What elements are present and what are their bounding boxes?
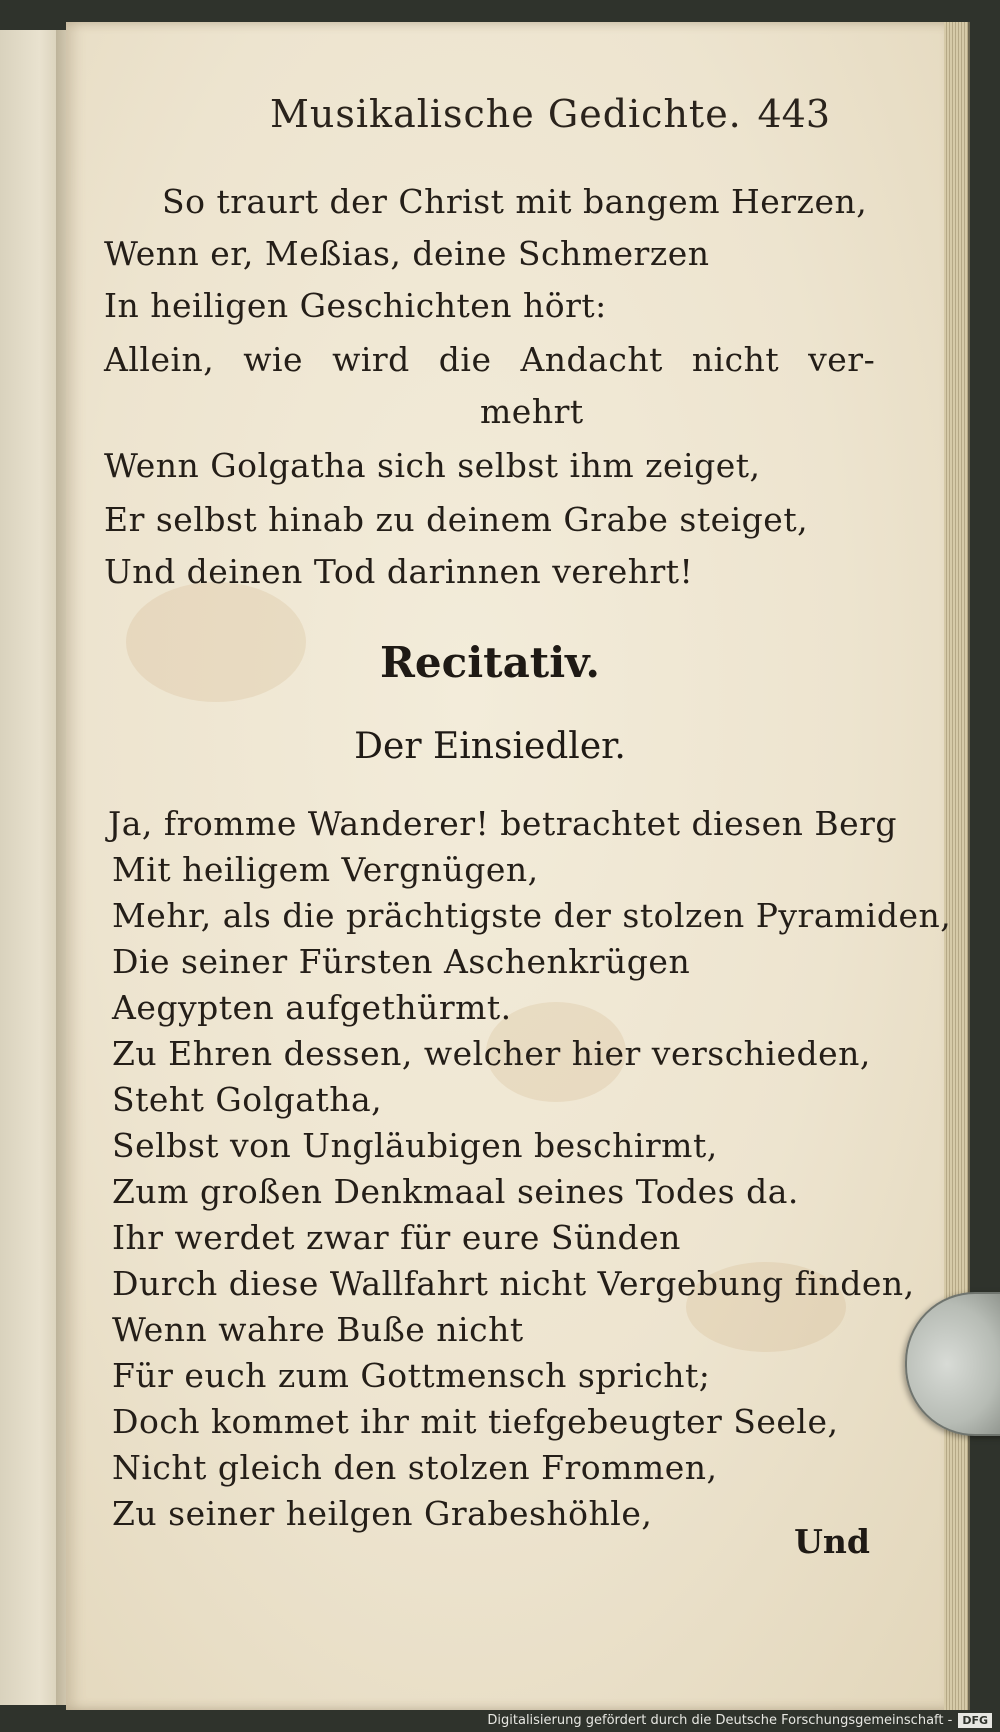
verse-line: Zum großen Denkmaal seines Todes da. — [112, 1172, 799, 1211]
footer-text: Digitalisierung gefördert durch die Deutsche Forschungsgemeinschaft - — [487, 1713, 953, 1728]
verse-line: Wenn Golgatha sich selbst ihm zeiget, — [104, 446, 761, 485]
catchword: Und — [794, 1522, 870, 1561]
verse-line: Nicht gleich den stolzen Frommen, — [112, 1448, 718, 1487]
verse-line: So traurt der Christ mit bangem Herzen, — [162, 182, 868, 221]
verse-line: Er selbst hinab zu deinem Grabe steiget, — [104, 500, 809, 539]
verse-line: Mit heiligem Vergnügen, — [112, 850, 539, 889]
digitization-footer — [487, 1713, 992, 1728]
page-header — [270, 92, 830, 146]
verse-line: Selbst von Ungläubigen beschirmt, — [112, 1126, 718, 1165]
verse-line: Allein, wie wird die Andacht nicht ver- — [104, 340, 876, 379]
verse-line: Wenn er, Meßias, deine Schmerzen — [104, 234, 710, 273]
page-number: 443 — [757, 92, 830, 136]
verse-line: Ja, fromme Wanderer! betrachtet diesen Berg — [108, 804, 898, 843]
dfg-logo-icon: DFG — [958, 1713, 992, 1728]
page-edges — [944, 22, 970, 1710]
verse-line: In heiligen Geschichten hört: — [104, 286, 607, 325]
verse-line: Wenn wahre Buße nicht — [112, 1310, 524, 1349]
verse-line: Durch diese Wallfahrt nicht Vergebung finden, — [112, 1264, 915, 1303]
verse-line: Für euch zum Gottmensch spricht; — [112, 1356, 711, 1395]
verse-line: Steht Golgatha, — [112, 1080, 383, 1119]
verse-line: Ihr werdet zwar für eure Sünden — [112, 1218, 681, 1257]
verse-line: Mehr, als die prächtigste der stolzen Pyramiden, — [112, 896, 952, 935]
running-title: Musikalische Gedichte. — [270, 92, 742, 136]
verse-line: Zu seiner heilgen Grabeshöhle, — [112, 1494, 653, 1533]
verse-line: mehrt — [480, 392, 584, 431]
verse-line: Doch kommet ihr mit tiefgebeugter Seele, — [112, 1402, 839, 1441]
verse-line: Zu Ehren dessen, welcher hier verschieden, — [112, 1034, 871, 1073]
verse-line: Und deinen Tod darinnen verehrt! — [104, 552, 694, 591]
verse-line: Die seiner Fürsten Aschenkrügen — [112, 942, 691, 981]
section-title: Recitativ. — [380, 638, 600, 687]
verse-line: Aegypten aufgethürmt. — [112, 988, 512, 1027]
speaker-name: Der Einsiedler. — [354, 726, 626, 767]
